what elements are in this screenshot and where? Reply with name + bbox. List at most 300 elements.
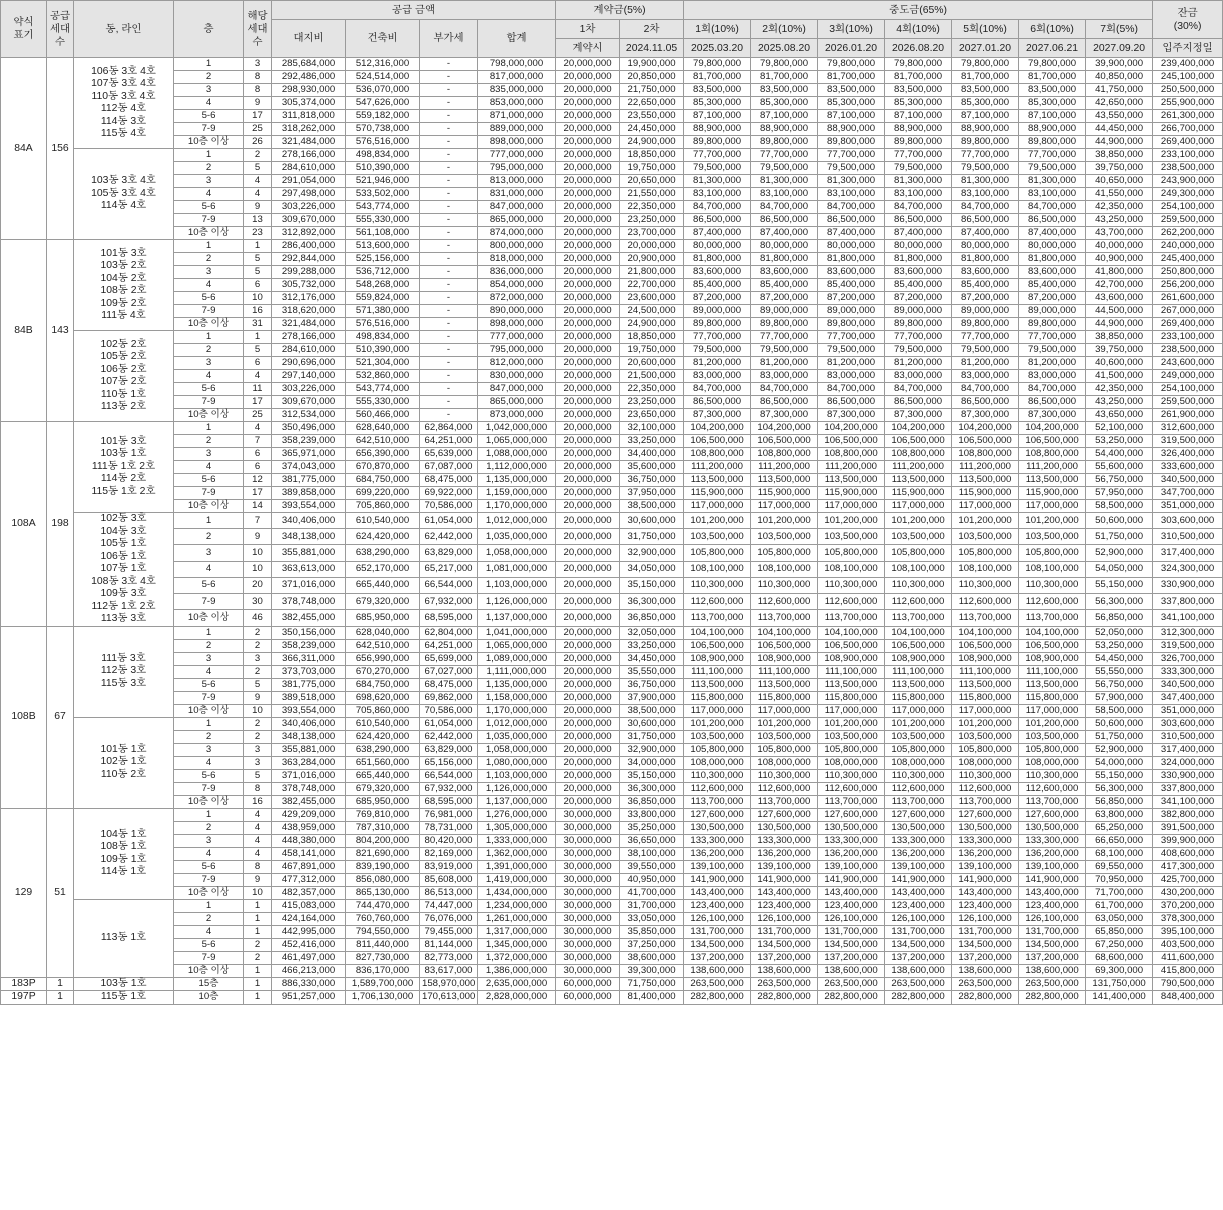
contract-2-cell: 31,750,000 [620, 730, 684, 743]
floor-cell: 7-9 [174, 782, 244, 795]
total-cell: 812,000,000 [478, 357, 556, 370]
middle-6-cell: 87,200,000 [1019, 292, 1086, 305]
middle-1-cell: 110,300,000 [684, 769, 751, 782]
middle-2-cell: 123,400,000 [751, 899, 818, 912]
table-row [1, 847, 1223, 860]
vat-cell: - [420, 253, 478, 266]
middle-3-cell: 85,400,000 [818, 279, 885, 292]
contract-1-cell: 20,000,000 [556, 253, 620, 266]
floor-cell: 10층 이상 [174, 409, 244, 422]
middle-1-cell: 123,400,000 [684, 899, 751, 912]
contract-1-cell: 20,000,000 [556, 110, 620, 123]
floor-cell: 2 [174, 253, 244, 266]
middle-2-cell: 86,500,000 [751, 214, 818, 227]
middle-3-cell: 113,500,000 [818, 678, 885, 691]
middle-1-cell: 77,700,000 [684, 149, 751, 162]
count-cell: 6 [244, 448, 272, 461]
middle-1-cell: 84,700,000 [684, 201, 751, 214]
count-cell: 25 [244, 409, 272, 422]
middle-5-cell: 81,700,000 [952, 71, 1019, 84]
middle-3-cell: 86,500,000 [818, 396, 885, 409]
count-cell: 2 [244, 730, 272, 743]
table-row [1, 136, 1223, 149]
contract-2-cell: 32,900,000 [620, 743, 684, 756]
middle-2-cell: 127,600,000 [751, 808, 818, 821]
middle-5-cell: 115,800,000 [952, 691, 1019, 704]
middle-7-cell: 56,750,000 [1086, 474, 1153, 487]
middle-7-cell: 52,100,000 [1086, 422, 1153, 435]
land-cell: 382,455,000 [272, 795, 346, 808]
middle-1-cell: 81,700,000 [684, 71, 751, 84]
middle-6-cell: 87,300,000 [1019, 409, 1086, 422]
count-cell: 10 [244, 704, 272, 717]
middle-1-cell: 115,800,000 [684, 691, 751, 704]
land-cell: 415,083,000 [272, 899, 346, 912]
building-cell: 804,200,000 [346, 834, 420, 847]
total-cell: 1,112,000,000 [478, 461, 556, 474]
middle-1-cell: 137,200,000 [684, 951, 751, 964]
vat-cell: - [420, 305, 478, 318]
count-cell: 4 [244, 175, 272, 188]
land-cell: 292,844,000 [272, 253, 346, 266]
floor-cell: 10층 이상 [174, 610, 244, 626]
vat-cell: 86,513,000 [420, 886, 478, 899]
middle-5-cell: 108,900,000 [952, 652, 1019, 665]
floor-cell: 7-9 [174, 487, 244, 500]
middle-5-cell: 104,100,000 [952, 626, 1019, 639]
middle-1-cell: 263,500,000 [684, 977, 751, 991]
balance-cell: 250,500,000 [1153, 84, 1223, 97]
contract-1-cell: 20,000,000 [556, 652, 620, 665]
dong-line-cell: 106동 3호 4호 107동 3호 4호 110동 3호 4호 112동 4호 114동 3호 115동 4호 [74, 58, 174, 149]
total-cell: 1,126,000,000 [478, 594, 556, 610]
balance-cell: 259,500,000 [1153, 396, 1223, 409]
total-cell: 835,000,000 [478, 84, 556, 97]
middle-2-cell: 108,800,000 [751, 448, 818, 461]
middle-1-cell: 126,100,000 [684, 912, 751, 925]
middle-7-cell: 54,050,000 [1086, 561, 1153, 577]
count-cell: 3 [244, 743, 272, 756]
count-cell: 12 [244, 474, 272, 487]
contract-1-cell: 20,000,000 [556, 383, 620, 396]
count-cell: 1 [244, 925, 272, 938]
middle-1-cell: 113,500,000 [684, 678, 751, 691]
middle-4-cell: 130,500,000 [885, 821, 952, 834]
middle-5-cell: 103,500,000 [952, 529, 1019, 545]
contract-1-cell: 20,000,000 [556, 769, 620, 782]
middle-3-cell: 79,500,000 [818, 344, 885, 357]
middle-5-cell: 141,900,000 [952, 873, 1019, 886]
middle-4-cell: 77,700,000 [885, 331, 952, 344]
contract-2-cell: 22,650,000 [620, 97, 684, 110]
middle-6-cell: 133,300,000 [1019, 834, 1086, 847]
table-row [1, 266, 1223, 279]
middle-5-cell: 138,600,000 [952, 964, 1019, 977]
building-cell: 698,620,000 [346, 691, 420, 704]
middle-7-cell: 52,050,000 [1086, 626, 1153, 639]
middle-4-cell: 77,700,000 [885, 149, 952, 162]
balance-cell: 233,100,000 [1153, 149, 1223, 162]
middle-7-cell: 38,850,000 [1086, 149, 1153, 162]
contract-1-cell: 30,000,000 [556, 847, 620, 860]
table-row [1, 279, 1223, 292]
middle-6-cell: 88,900,000 [1019, 123, 1086, 136]
floor-cell: 5-6 [174, 678, 244, 691]
middle-6-cell: 108,100,000 [1019, 561, 1086, 577]
middle-4-cell: 83,600,000 [885, 266, 952, 279]
middle-4-cell: 108,900,000 [885, 652, 952, 665]
middle-7-cell: 40,000,000 [1086, 240, 1153, 253]
middle-7-cell: 43,700,000 [1086, 227, 1153, 240]
middle-2-cell: 137,200,000 [751, 951, 818, 964]
middle-1-cell: 87,300,000 [684, 409, 751, 422]
middle-5-cell: 81,300,000 [952, 175, 1019, 188]
middle-2-cell: 111,100,000 [751, 665, 818, 678]
header-contract: 계약금(5%) [556, 1, 684, 20]
count-cell: 7 [244, 513, 272, 529]
total-cell: 873,000,000 [478, 409, 556, 422]
middle-5-cell: 127,600,000 [952, 808, 1019, 821]
floor-cell: 3 [174, 84, 244, 97]
land-cell: 321,484,000 [272, 318, 346, 331]
middle-3-cell: 115,800,000 [818, 691, 885, 704]
middle-3-cell: 83,600,000 [818, 266, 885, 279]
supply-units-cell: 67 [47, 626, 74, 808]
middle-4-cell: 113,700,000 [885, 610, 952, 626]
vat-cell: - [420, 331, 478, 344]
middle-3-cell: 104,200,000 [818, 422, 885, 435]
floor-cell: 10층 이상 [174, 318, 244, 331]
table-row [1, 610, 1223, 626]
contract-1-cell: 20,000,000 [556, 756, 620, 769]
middle-6-cell: 83,600,000 [1019, 266, 1086, 279]
middle-1-cell: 83,100,000 [684, 188, 751, 201]
balance-cell: 310,500,000 [1153, 529, 1223, 545]
contract-2-cell: 33,800,000 [620, 808, 684, 821]
contract-2-cell: 21,550,000 [620, 188, 684, 201]
middle-4-cell: 83,100,000 [885, 188, 952, 201]
middle-6-cell: 86,500,000 [1019, 396, 1086, 409]
balance-cell: 255,900,000 [1153, 97, 1223, 110]
count-cell: 7 [244, 435, 272, 448]
contract-1-cell: 20,000,000 [556, 639, 620, 652]
building-cell: 576,516,000 [346, 136, 420, 149]
middle-6-cell: 113,700,000 [1019, 610, 1086, 626]
middle-1-cell: 117,000,000 [684, 500, 751, 513]
land-cell: 292,486,000 [272, 71, 346, 84]
building-cell: 811,440,000 [346, 938, 420, 951]
floor-cell: 7-9 [174, 123, 244, 136]
vat-cell: - [420, 201, 478, 214]
total-cell: 2,828,000,000 [478, 991, 556, 1005]
middle-3-cell: 282,800,000 [818, 991, 885, 1005]
middle-2-cell: 115,900,000 [751, 487, 818, 500]
building-cell: 665,440,000 [346, 769, 420, 782]
contract-2-cell: 41,700,000 [620, 886, 684, 899]
middle-7-cell: 44,450,000 [1086, 123, 1153, 136]
middle-5-cell: 83,100,000 [952, 188, 1019, 201]
middle-3-cell: 83,500,000 [818, 84, 885, 97]
middle-3-cell: 77,700,000 [818, 331, 885, 344]
table-row [1, 474, 1223, 487]
contract-1-cell: 20,000,000 [556, 500, 620, 513]
contract-1-cell: 20,000,000 [556, 730, 620, 743]
contract-2-cell: 31,750,000 [620, 529, 684, 545]
land-cell: 373,703,000 [272, 665, 346, 678]
middle-5-cell: 263,500,000 [952, 977, 1019, 991]
header-supply-amount: 공급 금액 [272, 1, 556, 20]
middle-4-cell: 108,000,000 [885, 756, 952, 769]
total-cell: 1,317,000,000 [478, 925, 556, 938]
building-cell: 821,690,000 [346, 847, 420, 860]
middle-4-cell: 123,400,000 [885, 899, 952, 912]
contract-1-cell: 20,000,000 [556, 201, 620, 214]
middle-1-cell: 89,000,000 [684, 305, 751, 318]
middle-4-cell: 113,500,000 [885, 678, 952, 691]
header-land: 대지비 [272, 20, 346, 58]
total-cell: 1,276,000,000 [478, 808, 556, 821]
count-cell: 8 [244, 782, 272, 795]
building-cell: 642,510,000 [346, 435, 420, 448]
count-cell: 46 [244, 610, 272, 626]
contract-2-cell: 33,250,000 [620, 639, 684, 652]
middle-3-cell: 126,100,000 [818, 912, 885, 925]
middle-2-cell: 83,000,000 [751, 370, 818, 383]
middle-4-cell: 83,000,000 [885, 370, 952, 383]
middle-2-cell: 113,700,000 [751, 795, 818, 808]
balance-cell: 382,800,000 [1153, 808, 1223, 821]
middle-2-cell: 108,900,000 [751, 652, 818, 665]
vat-cell: 70,586,000 [420, 500, 478, 513]
middle-5-cell: 81,800,000 [952, 253, 1019, 266]
contract-2-cell: 34,400,000 [620, 448, 684, 461]
contract-1-cell: 20,000,000 [556, 149, 620, 162]
vat-cell: 67,932,000 [420, 594, 478, 610]
middle-4-cell: 133,300,000 [885, 834, 952, 847]
count-cell: 31 [244, 318, 272, 331]
land-cell: 303,226,000 [272, 383, 346, 396]
header-balance-date: 입주지정일 [1153, 39, 1223, 58]
total-cell: 874,000,000 [478, 227, 556, 240]
middle-6-cell: 113,700,000 [1019, 795, 1086, 808]
building-cell: 498,834,000 [346, 331, 420, 344]
middle-7-cell: 51,750,000 [1086, 730, 1153, 743]
middle-4-cell: 282,800,000 [885, 991, 952, 1005]
floor-cell: 10층 이상 [174, 886, 244, 899]
vat-cell: 63,829,000 [420, 545, 478, 561]
count-cell: 1 [244, 991, 272, 1005]
middle-3-cell: 108,000,000 [818, 756, 885, 769]
building-cell: 521,304,000 [346, 357, 420, 370]
middle-6-cell: 89,800,000 [1019, 318, 1086, 331]
middle-7-cell: 44,500,000 [1086, 305, 1153, 318]
middle-2-cell: 113,500,000 [751, 474, 818, 487]
middle-1-cell: 101,200,000 [684, 513, 751, 529]
table-row [1, 545, 1223, 561]
middle-7-cell: 43,250,000 [1086, 214, 1153, 227]
contract-1-cell: 30,000,000 [556, 964, 620, 977]
middle-2-cell: 104,200,000 [751, 422, 818, 435]
table-row [1, 383, 1223, 396]
middle-7-cell: 53,250,000 [1086, 639, 1153, 652]
middle-3-cell: 110,300,000 [818, 769, 885, 782]
contract-2-cell: 35,150,000 [620, 769, 684, 782]
middle-1-cell: 87,100,000 [684, 110, 751, 123]
contract-1-cell: 20,000,000 [556, 409, 620, 422]
building-cell: 670,870,000 [346, 461, 420, 474]
floor-cell: 2 [174, 529, 244, 545]
total-cell: 818,000,000 [478, 253, 556, 266]
middle-6-cell: 80,000,000 [1019, 240, 1086, 253]
middle-1-cell: 138,600,000 [684, 964, 751, 977]
middle-1-cell: 88,900,000 [684, 123, 751, 136]
middle-2-cell: 81,200,000 [751, 357, 818, 370]
header-contract-2: 2차 [620, 20, 684, 39]
balance-cell: 254,100,000 [1153, 383, 1223, 396]
middle-2-cell: 110,300,000 [751, 769, 818, 782]
contract-1-cell: 20,000,000 [556, 279, 620, 292]
middle-6-cell: 105,800,000 [1019, 545, 1086, 561]
floor-cell: 3 [174, 266, 244, 279]
middle-5-cell: 115,900,000 [952, 487, 1019, 500]
middle-6-cell: 141,900,000 [1019, 873, 1086, 886]
middle-1-cell: 106,500,000 [684, 435, 751, 448]
middle-2-cell: 131,700,000 [751, 925, 818, 938]
contract-1-cell: 20,000,000 [556, 357, 620, 370]
count-cell: 3 [244, 652, 272, 665]
middle-7-cell: 43,250,000 [1086, 396, 1153, 409]
land-cell: 298,930,000 [272, 84, 346, 97]
table-row [1, 188, 1223, 201]
count-cell: 2 [244, 951, 272, 964]
middle-1-cell: 106,500,000 [684, 639, 751, 652]
middle-3-cell: 89,800,000 [818, 318, 885, 331]
land-cell: 340,406,000 [272, 513, 346, 529]
land-cell: 951,257,000 [272, 991, 346, 1005]
total-cell: 1,042,000,000 [478, 422, 556, 435]
vat-cell: - [420, 214, 478, 227]
middle-3-cell: 127,600,000 [818, 808, 885, 821]
table-row [1, 240, 1223, 253]
middle-6-cell: 83,000,000 [1019, 370, 1086, 383]
total-cell: 1,391,000,000 [478, 860, 556, 873]
middle-5-cell: 117,000,000 [952, 500, 1019, 513]
total-cell: 871,000,000 [478, 110, 556, 123]
land-cell: 303,226,000 [272, 201, 346, 214]
middle-2-cell: 79,500,000 [751, 162, 818, 175]
middle-6-cell: 123,400,000 [1019, 899, 1086, 912]
land-cell: 461,497,000 [272, 951, 346, 964]
contract-2-cell: 35,550,000 [620, 665, 684, 678]
total-cell: 1,137,000,000 [478, 795, 556, 808]
middle-1-cell: 87,200,000 [684, 292, 751, 305]
header-balance: 잔금 (30%) [1153, 1, 1223, 39]
total-cell: 890,000,000 [478, 305, 556, 318]
building-cell: 513,600,000 [346, 240, 420, 253]
count-cell: 16 [244, 305, 272, 318]
middle-5-cell: 104,200,000 [952, 422, 1019, 435]
middle-7-cell: 69,550,000 [1086, 860, 1153, 873]
floor-cell: 15층 [174, 977, 244, 991]
middle-1-cell: 81,300,000 [684, 175, 751, 188]
contract-1-cell: 20,000,000 [556, 691, 620, 704]
middle-1-cell: 113,700,000 [684, 795, 751, 808]
middle-1-cell: 117,000,000 [684, 704, 751, 717]
contract-1-cell: 20,000,000 [556, 529, 620, 545]
land-cell: 305,732,000 [272, 279, 346, 292]
land-cell: 442,995,000 [272, 925, 346, 938]
dong-line-cell: 113동 1호 [74, 899, 174, 977]
building-cell: 856,080,000 [346, 873, 420, 886]
middle-1-cell: 104,200,000 [684, 422, 751, 435]
middle-6-cell: 111,200,000 [1019, 461, 1086, 474]
middle-6-cell: 106,500,000 [1019, 639, 1086, 652]
middle-1-cell: 80,000,000 [684, 240, 751, 253]
middle-1-cell: 111,100,000 [684, 665, 751, 678]
middle-5-cell: 113,500,000 [952, 678, 1019, 691]
middle-2-cell: 139,100,000 [751, 860, 818, 873]
middle-3-cell: 263,500,000 [818, 977, 885, 991]
middle-5-cell: 83,000,000 [952, 370, 1019, 383]
header-middle-7: 7회(5%) [1086, 20, 1153, 39]
contract-1-cell: 20,000,000 [556, 84, 620, 97]
total-cell: 889,000,000 [478, 123, 556, 136]
floor-cell: 1 [174, 513, 244, 529]
count-cell: 17 [244, 396, 272, 409]
middle-5-cell: 79,500,000 [952, 162, 1019, 175]
middle-1-cell: 101,200,000 [684, 717, 751, 730]
contract-2-cell: 38,600,000 [620, 951, 684, 964]
vat-cell: 74,447,000 [420, 899, 478, 912]
middle-1-cell: 79,500,000 [684, 162, 751, 175]
vat-cell: - [420, 110, 478, 123]
middle-2-cell: 134,500,000 [751, 938, 818, 951]
contract-1-cell: 30,000,000 [556, 808, 620, 821]
building-cell: 865,130,000 [346, 886, 420, 899]
floor-cell: 4 [174, 461, 244, 474]
middle-4-cell: 136,200,000 [885, 847, 952, 860]
balance-cell: 333,600,000 [1153, 461, 1223, 474]
total-cell: 1,081,000,000 [478, 561, 556, 577]
land-cell: 321,484,000 [272, 136, 346, 149]
middle-3-cell: 123,400,000 [818, 899, 885, 912]
middle-7-cell: 43,650,000 [1086, 409, 1153, 422]
middle-3-cell: 88,900,000 [818, 123, 885, 136]
header-middle-4-date: 2026.08.20 [885, 39, 952, 58]
middle-3-cell: 105,800,000 [818, 545, 885, 561]
count-cell: 2 [244, 626, 272, 639]
middle-1-cell: 81,200,000 [684, 357, 751, 370]
land-cell: 348,138,000 [272, 529, 346, 545]
header-contract-2-date: 2024.11.05 [620, 39, 684, 58]
header-middle-5: 5회(10%) [952, 20, 1019, 39]
header-middle-2: 2회(10%) [751, 20, 818, 39]
middle-1-cell: 108,900,000 [684, 652, 751, 665]
balance-cell: 312,300,000 [1153, 626, 1223, 639]
contract-1-cell: 20,000,000 [556, 97, 620, 110]
building-cell: 670,270,000 [346, 665, 420, 678]
floor-cell: 1 [174, 808, 244, 821]
middle-7-cell: 70,950,000 [1086, 873, 1153, 886]
count-cell: 9 [244, 873, 272, 886]
table-row [1, 730, 1223, 743]
floor-cell: 10층 이상 [174, 500, 244, 513]
land-cell: 477,312,000 [272, 873, 346, 886]
contract-1-cell: 20,000,000 [556, 292, 620, 305]
contract-1-cell: 20,000,000 [556, 214, 620, 227]
middle-2-cell: 77,700,000 [751, 331, 818, 344]
contract-1-cell: 20,000,000 [556, 594, 620, 610]
